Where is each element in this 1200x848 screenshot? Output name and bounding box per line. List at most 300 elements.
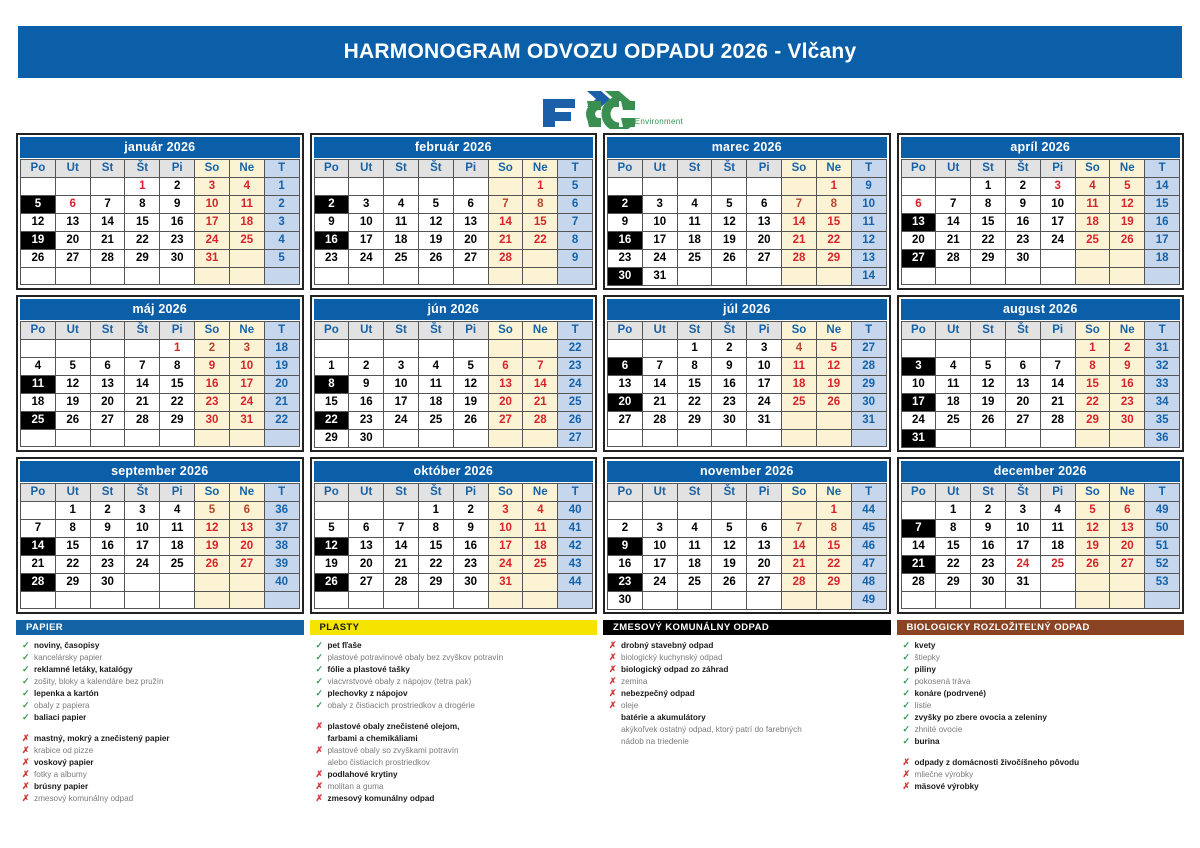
calendar-day[interactable]: 27	[608, 412, 643, 430]
calendar-day[interactable]: 14	[488, 214, 523, 232]
calendar-day-collection[interactable]: 8	[314, 376, 349, 394]
calendar-day[interactable]: 11	[418, 376, 453, 394]
calendar-day[interactable]: 28	[90, 250, 125, 268]
calendar-day[interactable]: 26	[55, 412, 90, 430]
calendar-day[interactable]: 14	[782, 538, 817, 556]
calendar-day[interactable]: 12	[712, 538, 747, 556]
calendar-day[interactable]: 1	[125, 178, 160, 196]
calendar-day[interactable]: 18	[782, 376, 817, 394]
calendar-day[interactable]: 14	[90, 214, 125, 232]
calendar-day[interactable]: 15	[160, 376, 195, 394]
calendar-day[interactable]: 18	[523, 538, 558, 556]
calendar-day[interactable]: 30	[712, 412, 747, 430]
calendar-day[interactable]: 23	[314, 250, 349, 268]
calendar-day[interactable]: 1	[418, 502, 453, 520]
calendar-day[interactable]: 7	[384, 520, 419, 538]
calendar-day[interactable]: 11	[1040, 520, 1075, 538]
calendar-day[interactable]: 28	[782, 250, 817, 268]
calendar-day[interactable]: 7	[90, 196, 125, 214]
calendar-day[interactable]: 7	[782, 520, 817, 538]
calendar-day[interactable]: 3	[195, 178, 230, 196]
calendar-day[interactable]: 26	[195, 556, 230, 574]
calendar-day[interactable]: 30	[160, 250, 195, 268]
calendar-day[interactable]: 25	[1040, 556, 1075, 574]
calendar-day[interactable]: 21	[90, 232, 125, 250]
calendar-day[interactable]: 24	[125, 556, 160, 574]
calendar-day[interactable]: 29	[314, 430, 349, 448]
calendar-day[interactable]: 10	[642, 214, 677, 232]
calendar-day[interactable]: 11	[677, 538, 712, 556]
calendar-day[interactable]: 22	[418, 556, 453, 574]
calendar-day[interactable]: 1	[936, 502, 971, 520]
calendar-day[interactable]: 23	[712, 394, 747, 412]
calendar-day[interactable]: 20	[90, 394, 125, 412]
calendar-day[interactable]: 2	[712, 340, 747, 358]
calendar-day[interactable]: 21	[642, 394, 677, 412]
calendar-day[interactable]: 30	[971, 574, 1006, 592]
calendar-day[interactable]: 15	[816, 214, 851, 232]
calendar-day[interactable]: 2	[349, 358, 384, 376]
calendar-day-collection[interactable]: 20	[608, 394, 643, 412]
calendar-day[interactable]: 1	[523, 178, 558, 196]
calendar-day[interactable]: 23	[349, 412, 384, 430]
calendar-day[interactable]: 21	[523, 394, 558, 412]
calendar-day[interactable]: 18	[936, 394, 971, 412]
calendar-day[interactable]: 17	[1040, 214, 1075, 232]
calendar-day[interactable]: 19	[314, 556, 349, 574]
calendar-day[interactable]: 4	[936, 358, 971, 376]
calendar-day[interactable]: 4	[160, 502, 195, 520]
calendar-day[interactable]: 21	[488, 232, 523, 250]
calendar-day[interactable]: 25	[384, 250, 419, 268]
calendar-day[interactable]: 22	[971, 232, 1006, 250]
calendar-day[interactable]: 3	[488, 502, 523, 520]
calendar-day[interactable]: 4	[782, 340, 817, 358]
calendar-day[interactable]: 4	[1075, 178, 1110, 196]
calendar-day[interactable]: 23	[971, 556, 1006, 574]
calendar-day[interactable]: 31	[229, 412, 264, 430]
calendar-day[interactable]: 27	[55, 250, 90, 268]
calendar-day[interactable]: 26	[971, 412, 1006, 430]
calendar-day[interactable]: 2	[971, 502, 1006, 520]
calendar-day[interactable]: 25	[677, 574, 712, 592]
calendar-day[interactable]: 9	[608, 214, 643, 232]
calendar-day[interactable]: 26	[453, 412, 488, 430]
calendar-day[interactable]: 19	[1075, 538, 1110, 556]
calendar-day[interactable]: 3	[642, 196, 677, 214]
calendar-day[interactable]: 10	[1005, 520, 1040, 538]
calendar-day[interactable]: 15	[55, 538, 90, 556]
calendar-day[interactable]: 9	[1005, 196, 1040, 214]
calendar-day[interactable]: 7	[642, 358, 677, 376]
calendar-day[interactable]: 13	[55, 214, 90, 232]
calendar-day-collection[interactable]: 2	[608, 196, 643, 214]
calendar-day[interactable]: 4	[21, 358, 56, 376]
calendar-day[interactable]: 19	[453, 394, 488, 412]
calendar-day[interactable]: 21	[21, 556, 56, 574]
calendar-day[interactable]: 13	[453, 214, 488, 232]
calendar-day[interactable]: 30	[1110, 412, 1145, 430]
calendar-day[interactable]: 28	[384, 574, 419, 592]
calendar-day[interactable]: 5	[418, 196, 453, 214]
calendar-day[interactable]: 17	[195, 214, 230, 232]
calendar-day[interactable]: 29	[677, 412, 712, 430]
calendar-day[interactable]: 22	[816, 556, 851, 574]
calendar-day[interactable]: 27	[1110, 556, 1145, 574]
calendar-day[interactable]: 31	[195, 250, 230, 268]
calendar-day[interactable]: 30	[1005, 250, 1040, 268]
calendar-day[interactable]: 9	[1110, 358, 1145, 376]
calendar-day-collection[interactable]: 14	[21, 538, 56, 556]
calendar-day[interactable]: 27	[747, 250, 782, 268]
calendar-day[interactable]: 17	[1005, 538, 1040, 556]
calendar-day[interactable]: 6	[1005, 358, 1040, 376]
calendar-day[interactable]: 8	[418, 520, 453, 538]
calendar-day[interactable]: 6	[747, 520, 782, 538]
calendar-day[interactable]: 19	[195, 538, 230, 556]
calendar-day[interactable]: 29	[816, 574, 851, 592]
calendar-day[interactable]: 10	[195, 196, 230, 214]
calendar-day-collection[interactable]: 6	[608, 358, 643, 376]
calendar-day[interactable]: 22	[55, 556, 90, 574]
calendar-day[interactable]: 20	[747, 556, 782, 574]
calendar-day[interactable]: 25	[936, 412, 971, 430]
calendar-day-collection[interactable]: 2	[314, 196, 349, 214]
calendar-day[interactable]: 14	[642, 376, 677, 394]
calendar-day[interactable]: 11	[782, 358, 817, 376]
calendar-day[interactable]: 10	[642, 538, 677, 556]
calendar-day[interactable]: 7	[782, 196, 817, 214]
calendar-day[interactable]: 12	[1075, 520, 1110, 538]
calendar-day[interactable]: 5	[971, 358, 1006, 376]
calendar-day[interactable]: 13	[1110, 520, 1145, 538]
calendar-day[interactable]: 20	[55, 232, 90, 250]
calendar-day[interactable]: 18	[1040, 538, 1075, 556]
calendar-day[interactable]: 17	[384, 394, 419, 412]
calendar-day[interactable]: 23	[195, 394, 230, 412]
calendar-day[interactable]: 26	[418, 250, 453, 268]
calendar-day[interactable]: 6	[90, 358, 125, 376]
calendar-day[interactable]: 3	[125, 502, 160, 520]
calendar-day[interactable]: 12	[418, 214, 453, 232]
calendar-day-collection[interactable]: 27	[901, 250, 936, 268]
calendar-day[interactable]: 22	[677, 394, 712, 412]
calendar-day[interactable]: 14	[901, 538, 936, 556]
calendar-day[interactable]: 16	[608, 556, 643, 574]
calendar-day[interactable]: 22	[125, 232, 160, 250]
calendar-day-collection[interactable]: 11	[21, 376, 56, 394]
calendar-day[interactable]: 5	[712, 196, 747, 214]
calendar-day[interactable]: 29	[1075, 412, 1110, 430]
calendar-day[interactable]: 1	[314, 358, 349, 376]
calendar-day-collection[interactable]: 21	[901, 556, 936, 574]
calendar-day[interactable]: 29	[160, 412, 195, 430]
calendar-day[interactable]: 15	[523, 214, 558, 232]
calendar-day[interactable]: 24	[195, 232, 230, 250]
calendar-day[interactable]: 18	[229, 214, 264, 232]
calendar-day[interactable]: 7	[125, 358, 160, 376]
calendar-day[interactable]: 16	[90, 538, 125, 556]
calendar-day[interactable]: 4	[523, 502, 558, 520]
calendar-day[interactable]: 31	[1005, 574, 1040, 592]
calendar-day[interactable]: 26	[1075, 556, 1110, 574]
calendar-day[interactable]: 3	[1040, 178, 1075, 196]
calendar-day[interactable]: 13	[488, 376, 523, 394]
calendar-day[interactable]: 21	[125, 394, 160, 412]
calendar-day[interactable]: 28	[488, 250, 523, 268]
calendar-day-collection[interactable]: 5	[21, 196, 56, 214]
calendar-day[interactable]: 30	[453, 574, 488, 592]
calendar-day[interactable]: 22	[936, 556, 971, 574]
calendar-day[interactable]: 29	[125, 250, 160, 268]
calendar-day[interactable]: 10	[229, 358, 264, 376]
calendar-day[interactable]: 5	[816, 340, 851, 358]
calendar-day[interactable]: 15	[971, 214, 1006, 232]
calendar-day[interactable]: 21	[936, 232, 971, 250]
calendar-day-collection[interactable]: 30	[608, 268, 643, 286]
calendar-day[interactable]: 8	[125, 196, 160, 214]
calendar-day[interactable]: 2	[1005, 178, 1040, 196]
calendar-day[interactable]: 2	[608, 520, 643, 538]
calendar-day[interactable]: 1	[1075, 340, 1110, 358]
calendar-day[interactable]: 30	[90, 574, 125, 592]
calendar-day[interactable]: 27	[90, 412, 125, 430]
calendar-day[interactable]: 1	[55, 502, 90, 520]
calendar-day[interactable]: 6	[349, 520, 384, 538]
calendar-day[interactable]: 25	[523, 556, 558, 574]
calendar-day[interactable]: 16	[712, 376, 747, 394]
calendar-day[interactable]: 20	[453, 232, 488, 250]
calendar-day[interactable]: 31	[642, 268, 677, 286]
calendar-day[interactable]: 20	[901, 232, 936, 250]
calendar-day[interactable]: 17	[488, 538, 523, 556]
calendar-day[interactable]: 23	[1110, 394, 1145, 412]
calendar-day[interactable]: 2	[90, 502, 125, 520]
calendar-day[interactable]: 23	[160, 232, 195, 250]
calendar-day[interactable]: 18	[21, 394, 56, 412]
calendar-day[interactable]: 24	[1005, 556, 1040, 574]
calendar-day[interactable]: 5	[314, 520, 349, 538]
calendar-day[interactable]: 8	[160, 358, 195, 376]
calendar-day[interactable]: 23	[90, 556, 125, 574]
calendar-day[interactable]: 2	[453, 502, 488, 520]
calendar-day[interactable]: 4	[677, 520, 712, 538]
calendar-day[interactable]: 2	[195, 340, 230, 358]
calendar-day[interactable]: 15	[418, 538, 453, 556]
calendar-day[interactable]: 6	[488, 358, 523, 376]
calendar-day[interactable]: 3	[384, 358, 419, 376]
calendar-day-collection[interactable]: 7	[901, 520, 936, 538]
calendar-day[interactable]: 30	[195, 412, 230, 430]
calendar-day[interactable]: 29	[971, 250, 1006, 268]
calendar-day[interactable]: 3	[1005, 502, 1040, 520]
calendar-day[interactable]: 14	[936, 214, 971, 232]
calendar-day[interactable]: 21	[1040, 394, 1075, 412]
calendar-day[interactable]: 22	[160, 394, 195, 412]
calendar-day[interactable]: 6	[453, 196, 488, 214]
calendar-day[interactable]: 31	[747, 412, 782, 430]
calendar-day[interactable]: 10	[125, 520, 160, 538]
calendar-day[interactable]: 26	[816, 394, 851, 412]
calendar-day[interactable]: 28	[523, 412, 558, 430]
calendar-day[interactable]: 9	[160, 196, 195, 214]
calendar-day-collection[interactable]: 22	[314, 412, 349, 430]
calendar-day[interactable]: 18	[418, 394, 453, 412]
calendar-day[interactable]: 24	[488, 556, 523, 574]
calendar-day[interactable]: 11	[523, 520, 558, 538]
calendar-day[interactable]: 15	[125, 214, 160, 232]
calendar-day[interactable]: 13	[229, 520, 264, 538]
calendar-day-collection[interactable]: 31	[901, 430, 936, 448]
calendar-day[interactable]: 19	[712, 556, 747, 574]
calendar-day[interactable]: 5	[195, 502, 230, 520]
calendar-day[interactable]: 1	[677, 340, 712, 358]
calendar-day-collection[interactable]: 16	[314, 232, 349, 250]
calendar-day[interactable]: 15	[816, 538, 851, 556]
calendar-day[interactable]: 15	[1075, 376, 1110, 394]
calendar-day[interactable]: 20	[1005, 394, 1040, 412]
calendar-day[interactable]: 25	[418, 412, 453, 430]
calendar-day[interactable]: 21	[782, 232, 817, 250]
calendar-day[interactable]: 29	[55, 574, 90, 592]
calendar-day[interactable]: 28	[1040, 412, 1075, 430]
calendar-day[interactable]: 24	[384, 412, 419, 430]
calendar-day[interactable]: 4	[384, 196, 419, 214]
calendar-day[interactable]: 12	[195, 520, 230, 538]
calendar-day[interactable]: 16	[1005, 214, 1040, 232]
calendar-day[interactable]: 6	[1110, 502, 1145, 520]
calendar-day[interactable]: 1	[971, 178, 1006, 196]
calendar-day[interactable]: 11	[160, 520, 195, 538]
calendar-day[interactable]: 29	[936, 574, 971, 592]
calendar-day-collection[interactable]: 19	[21, 232, 56, 250]
calendar-day[interactable]: 24	[901, 412, 936, 430]
calendar-day[interactable]: 24	[642, 250, 677, 268]
calendar-day[interactable]: 31	[488, 574, 523, 592]
calendar-day[interactable]: 19	[712, 232, 747, 250]
calendar-day[interactable]: 12	[55, 376, 90, 394]
calendar-day[interactable]: 9	[971, 520, 1006, 538]
calendar-day[interactable]: 6	[901, 196, 936, 214]
calendar-day[interactable]: 10	[349, 214, 384, 232]
calendar-day[interactable]: 13	[608, 376, 643, 394]
calendar-day[interactable]: 12	[971, 376, 1006, 394]
calendar-day[interactable]: 13	[90, 376, 125, 394]
calendar-day[interactable]: 27	[453, 250, 488, 268]
calendar-day[interactable]: 9	[195, 358, 230, 376]
calendar-day[interactable]: 15	[677, 376, 712, 394]
calendar-day[interactable]: 25	[1075, 232, 1110, 250]
calendar-day[interactable]: 10	[747, 358, 782, 376]
calendar-day[interactable]: 17	[349, 232, 384, 250]
calendar-day[interactable]: 28	[782, 574, 817, 592]
calendar-day[interactable]: 23	[453, 556, 488, 574]
calendar-day[interactable]: 20	[747, 232, 782, 250]
calendar-day[interactable]: 24	[642, 574, 677, 592]
calendar-day[interactable]: 24	[747, 394, 782, 412]
calendar-day[interactable]: 21	[782, 556, 817, 574]
calendar-day[interactable]: 8	[816, 520, 851, 538]
calendar-day[interactable]: 6	[229, 502, 264, 520]
calendar-day-collection[interactable]: 16	[608, 232, 643, 250]
calendar-day[interactable]: 28	[901, 574, 936, 592]
calendar-day-collection[interactable]: 28	[21, 574, 56, 592]
calendar-day[interactable]: 16	[453, 538, 488, 556]
calendar-day[interactable]: 6	[747, 196, 782, 214]
calendar-day[interactable]: 9	[314, 214, 349, 232]
calendar-day[interactable]: 7	[1040, 358, 1075, 376]
calendar-day[interactable]: 26	[21, 250, 56, 268]
calendar-day-collection[interactable]: 12	[314, 538, 349, 556]
calendar-day[interactable]: 5	[1075, 502, 1110, 520]
calendar-day[interactable]: 5	[453, 358, 488, 376]
calendar-day[interactable]: 25	[677, 250, 712, 268]
calendar-day[interactable]: 18	[160, 538, 195, 556]
calendar-day[interactable]: 26	[712, 250, 747, 268]
calendar-day[interactable]: 8	[55, 520, 90, 538]
calendar-day[interactable]: 11	[677, 214, 712, 232]
calendar-day[interactable]: 20	[349, 556, 384, 574]
calendar-day[interactable]: 14	[523, 376, 558, 394]
calendar-day[interactable]: 15	[314, 394, 349, 412]
calendar-day[interactable]: 29	[418, 574, 453, 592]
calendar-day-collection[interactable]: 26	[314, 574, 349, 592]
calendar-day-collection[interactable]: 17	[901, 394, 936, 412]
calendar-day[interactable]: 17	[747, 376, 782, 394]
calendar-day[interactable]: 15	[936, 538, 971, 556]
calendar-day[interactable]: 10	[901, 376, 936, 394]
calendar-day[interactable]: 3	[229, 340, 264, 358]
calendar-day[interactable]: 8	[1075, 358, 1110, 376]
calendar-day[interactable]: 26	[712, 574, 747, 592]
calendar-day[interactable]: 19	[55, 394, 90, 412]
calendar-day[interactable]: 2	[160, 178, 195, 196]
calendar-day[interactable]: 28	[125, 412, 160, 430]
calendar-day[interactable]: 20	[488, 394, 523, 412]
calendar-day[interactable]: 12	[453, 376, 488, 394]
calendar-day[interactable]: 9	[349, 376, 384, 394]
calendar-day[interactable]: 11	[384, 214, 419, 232]
calendar-day[interactable]: 3	[642, 520, 677, 538]
calendar-day[interactable]: 9	[712, 358, 747, 376]
calendar-day[interactable]: 4	[418, 358, 453, 376]
calendar-day[interactable]: 6	[55, 196, 90, 214]
calendar-day[interactable]: 7	[936, 196, 971, 214]
calendar-day[interactable]: 22	[523, 232, 558, 250]
calendar-day[interactable]: 4	[1040, 502, 1075, 520]
calendar-day[interactable]: 19	[418, 232, 453, 250]
calendar-day[interactable]: 8	[816, 196, 851, 214]
calendar-day[interactable]: 19	[1110, 214, 1145, 232]
calendar-day[interactable]: 8	[677, 358, 712, 376]
calendar-day[interactable]: 30	[349, 430, 384, 448]
calendar-day[interactable]: 23	[1005, 232, 1040, 250]
calendar-day[interactable]: 18	[1075, 214, 1110, 232]
calendar-day[interactable]: 26	[1110, 232, 1145, 250]
calendar-day[interactable]: 14	[384, 538, 419, 556]
calendar-day[interactable]: 29	[816, 250, 851, 268]
calendar-day[interactable]: 8	[936, 520, 971, 538]
calendar-day[interactable]: 27	[349, 574, 384, 592]
calendar-day[interactable]: 13	[747, 538, 782, 556]
calendar-day[interactable]: 28	[936, 250, 971, 268]
calendar-day[interactable]: 24	[349, 250, 384, 268]
calendar-day[interactable]: 2	[1110, 340, 1145, 358]
calendar-day[interactable]: 22	[1075, 394, 1110, 412]
calendar-day[interactable]: 12	[21, 214, 56, 232]
calendar-day[interactable]: 24	[1040, 232, 1075, 250]
calendar-day[interactable]: 17	[229, 376, 264, 394]
